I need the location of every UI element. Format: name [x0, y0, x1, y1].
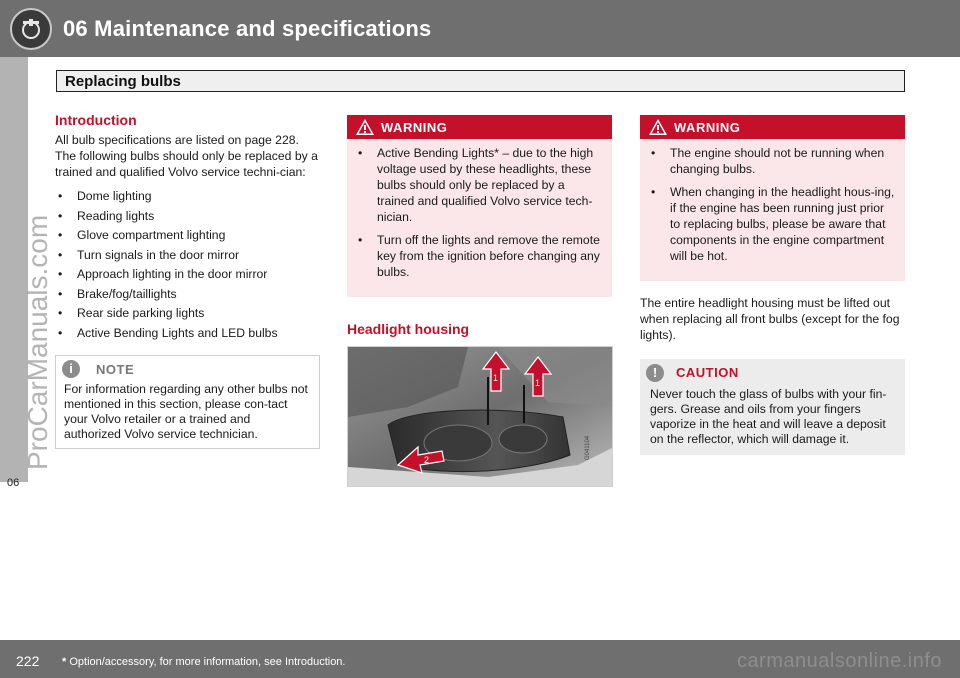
warning-title: WARNING: [674, 120, 741, 135]
note-header: [56, 356, 319, 382]
headlight-illustration: [348, 347, 613, 487]
warning-body: [640, 139, 905, 281]
footer-note: [62, 656, 345, 668]
note-box: [55, 355, 320, 449]
column-left: [55, 112, 320, 449]
warning-triangle-icon: [648, 118, 668, 136]
warning-list: [355, 145, 602, 280]
list-item: • Approach lighting in the door mirror: [55, 266, 320, 282]
page-header: [0, 0, 960, 57]
section-bar: [56, 70, 905, 92]
warning-header: [640, 115, 905, 139]
list-item: • The engine should not be running when changing bulbs.: [648, 145, 895, 177]
headlight-photo: [347, 346, 613, 487]
footnote-text: Option/accessory, for more information, see Introduction.: [66, 656, 346, 668]
footnote-star: *: [62, 656, 67, 668]
warning-triangle-icon: [355, 118, 375, 136]
exclamation-icon: !: [646, 364, 664, 382]
chapter-title: 06 Maintenance and specifications: [63, 16, 432, 41]
side-watermark: ProCarManuals.com: [22, 214, 53, 470]
list-item: • Turn off the lights and remove the remote key from the ignition before changing any bulbs.: [355, 232, 602, 280]
housing-paragraph: The entire headlight housing must be lifted out when replacing all front bulbs (except for the fog lights).: [640, 296, 900, 342]
arrow-label-2: 2: [424, 455, 430, 465]
headlight-heading: Headlight housing: [347, 321, 470, 337]
warning-box: [640, 115, 905, 281]
list-item: • Rear side parking lights: [55, 305, 320, 321]
footer-watermark: carmanualsonline.info: [736, 650, 942, 672]
list-item: • Brake/fog/taillights: [55, 286, 320, 302]
list-item: • Turn signals in the door mirror: [55, 247, 320, 263]
note-title: NOTE: [96, 361, 135, 377]
caution-box: [640, 359, 905, 455]
caution-header: [640, 359, 905, 383]
photo-code: G041104: [584, 435, 591, 461]
page-footer: [0, 640, 960, 678]
list-item: • When changing in the headlight hous-ing, if the engine has been running just prior to replacing bulbs, please be aware that components in the engine compartment will be hot.: [648, 184, 895, 264]
caution-title: CAUTION: [676, 365, 739, 380]
section-title: Replacing bulbs: [65, 73, 181, 90]
intro-heading: Introduction: [55, 112, 137, 128]
chapter-number: 06: [7, 477, 20, 489]
page-number: 222: [16, 653, 40, 669]
bulb-list: [55, 188, 320, 341]
warning-title: WARNING: [381, 120, 448, 135]
list-item: • Dome lighting: [55, 188, 320, 204]
warning-header: [347, 115, 612, 139]
warning-list: [648, 145, 895, 264]
note-body: For information regarding any other bulbs not mentioned in this section, please con-tact your Volvo retailer or a trained and authorized Volvo service technician.: [64, 381, 308, 441]
list-item: • Glove compartment lighting: [55, 227, 320, 243]
arrow-label-1: 1: [493, 373, 499, 383]
info-icon: i: [62, 360, 80, 378]
intro-paragraph: All bulb specifications are listed on page 228. The following bulbs should only be replaced by a trained and qualified Volvo service techni-cian:: [55, 133, 318, 179]
column-middle: [347, 115, 612, 487]
column-right: [640, 115, 905, 455]
arrow-label-1b: 1: [535, 378, 541, 388]
list-item: • Active Bending Lights* – due to the high voltage used by these headlights, these bulbs should only be replaced by a trained and qualified Volvo service tech-nician.: [355, 145, 602, 225]
maintenance-icon: [10, 8, 52, 50]
warning-body: [347, 139, 612, 297]
caution-body: Never touch the glass of bulbs with your fin-gers. Grease and oils from your fingers vaporize in the heat and will leave a deposit on the reflector, which will damage it.: [650, 387, 887, 446]
list-item: • Active Bending Lights and LED bulbs: [55, 325, 320, 341]
list-item: • Reading lights: [55, 208, 320, 224]
warning-box: [347, 115, 612, 297]
